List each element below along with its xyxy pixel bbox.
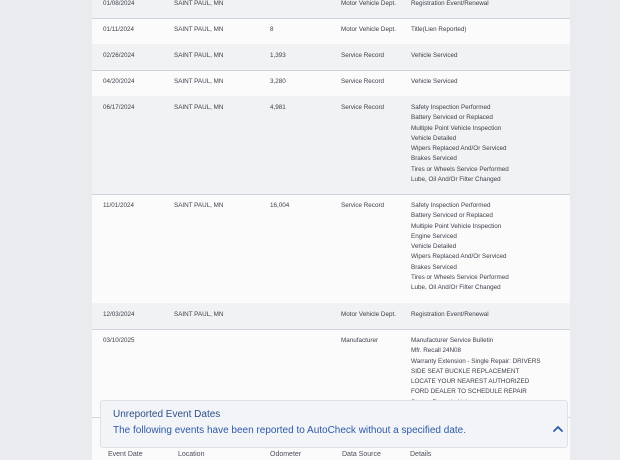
- detail-line: Multiple Point Vehicle Inspection: [411, 124, 502, 132]
- detail-line: Lube, Oil And/Or Filter Changed: [411, 176, 501, 184]
- detail-line: Wipers Replaced And/Or Serviced: [411, 145, 507, 153]
- detail-line: LOCATE YOUR NEAREST AUTHORIZED: [411, 378, 530, 386]
- event-details: [411, 0, 489, 9]
- chevron-up-icon[interactable]: [551, 422, 565, 436]
- event-date: 03/10/2025: [103, 337, 135, 344]
- event-source: Motor Vehicle Dept.: [341, 0, 396, 7]
- event-details: [411, 310, 489, 320]
- detail-line: Wipers Replaced And/Or Serviced: [411, 253, 507, 261]
- unreported-events-panel: [100, 400, 568, 448]
- event-odometer: 3,280: [270, 78, 286, 85]
- detail-line: Vehicle Serviced: [411, 78, 458, 85]
- event-source: Service Record: [341, 52, 385, 59]
- event-date: 11/01/2024: [103, 202, 135, 209]
- table-row: [92, 96, 570, 195]
- detail-line: Registration Event/Renewal: [411, 311, 489, 318]
- column-header-odometer[interactable]: Odometer: [270, 451, 302, 458]
- detail-line: FORD DEALER TO SCHEDULE REPAIR: [411, 388, 527, 396]
- table-row: [92, 18, 570, 45]
- event-date: 01/08/2024: [103, 0, 135, 7]
- event-source: Manufacturer: [341, 337, 379, 344]
- event-details: [411, 51, 458, 61]
- detail-line: Tires or Wheels Service Performed: [411, 165, 509, 173]
- column-header-date[interactable]: Event Date: [108, 451, 143, 458]
- table-row: [92, 194, 570, 304]
- column-header-details[interactable]: Details: [410, 451, 432, 458]
- event-location: SAINT PAUL, MN: [174, 104, 224, 111]
- detail-line: Brakes Serviced: [411, 263, 457, 271]
- event-odometer: 8: [270, 26, 274, 33]
- event-date: 02/26/2024: [103, 52, 135, 59]
- table-row: [92, 303, 570, 330]
- event-details: [411, 25, 466, 35]
- panel-subtitle: The following events have been reported to AutoCheck without a specified date.: [113, 425, 467, 436]
- detail-line: Registration Event/Renewal: [411, 0, 489, 7]
- event-date: 12/03/2024: [103, 311, 135, 318]
- event-source: Service Record: [341, 104, 385, 111]
- event-source: Motor Vehicle Dept.: [341, 311, 396, 318]
- detail-line: Battery Serviced or Replaced: [411, 212, 493, 220]
- event-details: [411, 103, 509, 185]
- column-header-location[interactable]: Location: [178, 451, 205, 458]
- detail-line: Warranty Extension - Single Repair: DRIVERS: [411, 357, 541, 365]
- column-header-source[interactable]: Data Source: [342, 451, 381, 458]
- detail-line: Vehicle Detailed: [411, 134, 457, 142]
- detail-line: Brakes Serviced: [411, 155, 457, 163]
- event-location: SAINT PAUL, MN: [174, 78, 224, 85]
- detail-line: Vehicle Detailed: [411, 243, 457, 251]
- detail-line: Tires or Wheels Service Performed: [411, 274, 509, 282]
- detail-line: Mfr. Recall 24N08: [411, 347, 462, 355]
- detail-line: Title(Lien Reported): [411, 26, 467, 33]
- event-details: [411, 336, 541, 408]
- table-row: [92, 44, 570, 71]
- event-details: [411, 77, 458, 87]
- event-location: SAINT PAUL, MN: [174, 0, 224, 7]
- event-odometer: 16,004: [270, 202, 290, 209]
- detail-line: Lube, Oil And/Or Filter Changed: [411, 284, 501, 292]
- event-source: Service Record: [341, 202, 385, 209]
- event-source: Service Record: [341, 78, 385, 85]
- event-location: SAINT PAUL, MN: [174, 202, 224, 209]
- detail-line: Safety Inspection Performed: [411, 202, 491, 209]
- detail-line: SIDE SEAT BUCKLE REPLACEMENT: [411, 367, 520, 375]
- detail-line: Multiple Point Vehicle Inspection: [411, 222, 502, 230]
- table-row: [92, 0, 570, 19]
- event-odometer: 4,981: [270, 104, 286, 111]
- panel-title: Unreported Event Dates: [113, 409, 221, 420]
- event-date: 06/17/2024: [103, 104, 135, 111]
- event-details: [411, 201, 509, 294]
- event-location: SAINT PAUL, MN: [174, 26, 224, 33]
- table-row: [92, 70, 570, 97]
- event-location: SAINT PAUL, MN: [174, 52, 224, 59]
- detail-line: Safety Inspection Performed: [411, 104, 491, 111]
- detail-line: Battery Serviced or Replaced: [411, 114, 493, 122]
- detail-line: Engine Serviced: [411, 232, 457, 240]
- event-location: SAINT PAUL, MN: [174, 311, 224, 318]
- event-date: 01/11/2024: [103, 26, 135, 33]
- detail-line: Vehicle Serviced: [411, 52, 458, 59]
- event-date: 04/20/2024: [103, 78, 135, 85]
- event-odometer: 1,393: [270, 52, 286, 59]
- detail-line: Manufacturer Service Bulletin: [411, 337, 494, 344]
- event-source: Motor Vehicle Dept.: [341, 26, 396, 33]
